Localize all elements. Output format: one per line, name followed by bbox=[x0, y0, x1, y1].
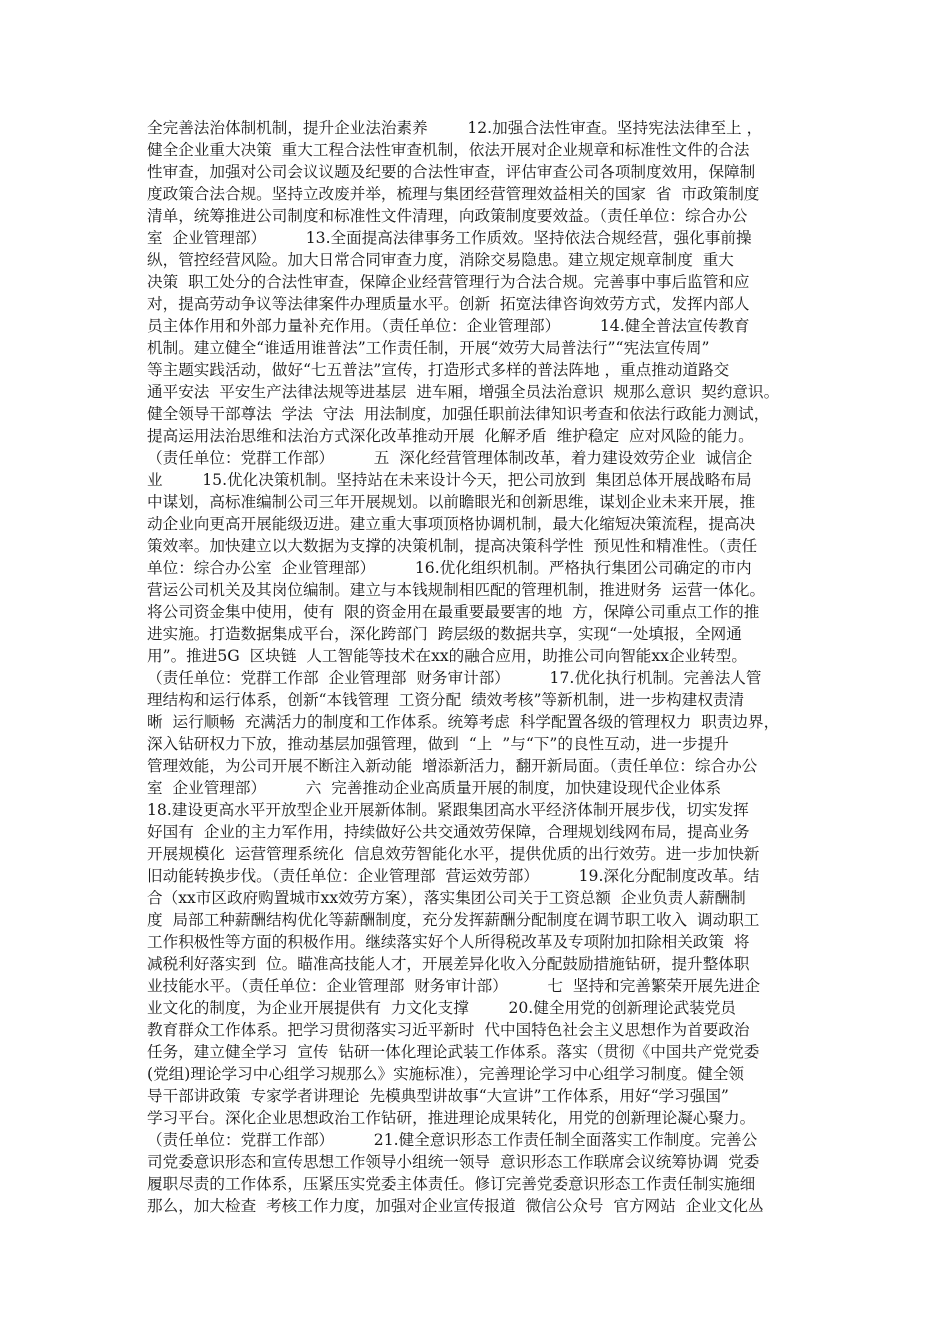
text-line: 那么，加大检查 考核工作力度，加强对企业宣传报道 微信公众号 官方网站 企业文化丛 bbox=[147, 1197, 764, 1215]
text-line: 健全领导干部尊法 学法 守法 用法制度，加强任职前法律知识考查和依法行政能力测试， bbox=[147, 405, 770, 423]
text-line: 用”。推进5G 区块链 人工智能等技术在xx的融合应用，助推公司向智能xx企业转型。 bbox=[147, 647, 747, 665]
text-line: 通平安法 平安生产法律法规等进基层 进车厢，增强全员法治意识 规那么意识 契约意识。 bbox=[147, 383, 780, 401]
text-line: 旧动能转换步伐。（责任单位：企业管理部 营运效劳部） 19.深化分配制度改革。结 bbox=[147, 867, 760, 885]
text-line: 策效率。加快建立以大数据为支撑的决策机制，提高决策科学性 预见性和精准性。（责任 bbox=[147, 537, 758, 555]
text-line: 对，提高劳动争议等法律案件办理质量水平。创新 拓宽法律咨询效劳方式，发挥内部人 bbox=[147, 295, 750, 313]
text-line: （责任单位：党群工作部） 21.健全意识形态工作责任制全面落实工作制度。完善公 bbox=[147, 1131, 758, 1149]
text-line: 业 15.优化决策机制。坚持站在未来设计今天，把公司放到 集团总体开展战略布局 bbox=[147, 471, 752, 489]
text-line: 中谋划，高标准编制公司三年开展规划。以前瞻眼光和创新思维，谋划企业未来开展，推 bbox=[147, 493, 756, 511]
text-line: 好国有 企业的主力军作用，持续做好公共交通效劳保障，合理规划线网布局，提高业务 bbox=[147, 823, 750, 841]
text-line: 任务，建立健全学习 宣传 钻研一体化理论武装工作体系。落实（贯彻《中国共产党党委 bbox=[147, 1043, 760, 1061]
text-line: 工作积极性等方面的积极作用。继续落实好个人所得税改革及专项附加扣除相关政策 将 bbox=[147, 933, 750, 951]
text-line: 管理效能，为公司开展不断注入新动能 增添新活力，翻开新局面。（责任单位：综合办公 bbox=[147, 757, 758, 775]
text-line: 全完善法治体制机制，提升企业法治素养 12.加强合法性审查。坚持宪法法律至上 ， bbox=[147, 119, 763, 137]
text-line: 清单，统筹推进公司制度和标准性文件清理，向政策制度要效益。（责任单位：综合办公 bbox=[147, 207, 748, 225]
text-line: 履职尽责的工作体系，压紧压实党委主体责任。修订完善党委意识形态工作责任制实施细 bbox=[147, 1175, 756, 1193]
text-line: 司党委意识形态和宣传思想工作领导小组统一领导 意识形态工作联席会议统筹协调 党委 bbox=[147, 1153, 760, 1171]
text-line: 等主题实践活动，做好“七五普法”宣传，打造形式多样的普法阵地 ，重点推动道路交 bbox=[147, 361, 730, 379]
text-line: 营运公司机关及其岗位编制。建立与本钱规制相匹配的管理机制，推进财务 运营一体化。 bbox=[147, 581, 766, 599]
text-line: 业技能水平。（责任单位：企业管理部 财务审计部） 七 坚持和完善繁荣开展先进企 bbox=[147, 977, 761, 995]
text-line: 深入钻研权力下放，推动基层加强管理，做到 “上 ”与“下”的良性互动，进一步提升 bbox=[147, 735, 729, 753]
text-line: 18.建设更高水平开放型企业开展新体制。紧跟集团高水平经济体制开展步伐，切实发挥 bbox=[147, 801, 749, 819]
text-line: 室 企业管理部） 13.全面提高法律事务工作质效。坚持依法合规经营，强化事前操 bbox=[147, 229, 752, 247]
body-text bbox=[147, 117, 827, 1217]
text-line: 理结构和运行体系，创新“本钱管理 工资分配 绩效考核”等新机制，进一步构建权责清 bbox=[147, 691, 745, 709]
text-line: 单位：综合办公室 企业管理部） 16.优化组织机制。严格执行集团公司确定的市内 bbox=[147, 559, 752, 577]
text-line: 性审查，加强对公司会议议题及纪要的合法性审查，评估审查公司各项制度效用，保障制 bbox=[147, 163, 756, 181]
text-line: 减税利好落实到 位。瞄准高技能人才，开展差异化收入分配鼓励措施钻研，提升整体职 bbox=[147, 955, 750, 973]
text-line: （责任单位：党群工作部） 五 深化经营管理体制改革，着力建设效劳企业 诚信企 bbox=[147, 449, 753, 467]
text-line: 将公司资金集中使用，使有 限的资金用在最重要最要害的地 方，保障公司重点工作的推 bbox=[147, 603, 760, 621]
text-line: 合（xx市区政府购置城市xx效劳方案），落实集团公司关于工资总额 企业负责人薪酬制 bbox=[147, 889, 746, 907]
text-line: 动企业向更高开展能级迈进。建立重大事项顶格协调机制，最大化缩短决策流程，提高决 bbox=[147, 515, 756, 533]
text-line: 员主体作用和外部力量补充作用。（责任单位：企业管理部） 14.健全普法宣传教育 bbox=[147, 317, 750, 335]
text-line: 纵，管控经营风险。加大日常合同审查力度，消除交易隐患。建立规定规章制度 重大 bbox=[147, 251, 734, 269]
text-line: 机制。建立健全“谁适用谁普法”工作责任制，开展“效劳大局普法行”“宪法宣传周” bbox=[147, 339, 710, 357]
text-line: 度 局部工种薪酬结构优化等薪酬制度，充分发挥薪酬分配制度在调节职工收入 调动职工 bbox=[147, 911, 760, 929]
text-line: 业文化的制度，为企业开展提供有 力文化支撑 20.健全用党的创新理论武装党员 bbox=[147, 999, 736, 1017]
text-line: 开展规模化 运营管理系统化 信息效劳智能化水平，提供优质的出行效劳。进一步加快新 bbox=[147, 845, 760, 863]
text-line: 度政策合法合规。坚持立改废并举，梳理与集团经营管理效益相关的国家 省 市政策制度 bbox=[147, 185, 760, 203]
text-line: 室 企业管理部） 六 完善推动企业高质量开展的制度，加快建设现代企业体系 bbox=[147, 779, 722, 797]
text-line: 导干部讲政策 专家学者讲理论 先模典型讲故事“大宣讲”工作体系，用好“学习强国” bbox=[147, 1087, 729, 1105]
text-line: 提高运用法治思维和法治方式深化改革推动开展 化解矛盾 维护稳定 应对风险的能力。 bbox=[147, 427, 754, 445]
text-line: （责任单位：党群工作部 企业管理部 财务审计部） 17.优化执行机制。完善法人管 bbox=[147, 669, 762, 687]
text-line: (党组)理论学习中心组学习规那么》实施标准），完善理论学习中心组学习制度。健全领 bbox=[147, 1065, 744, 1083]
text-line: 决策 职工处分的合法性审查，保障企业经营管理行为合法合规。完善事中事后监管和应 bbox=[147, 273, 750, 291]
text-line: 晰 运行顺畅 充满活力的制度和工作体系。统筹考虑 科学配置各级的管理权力 职责边界， bbox=[147, 713, 780, 731]
text-line: 学习平台。深化企业思想政治工作钻研，推进理论成果转化，用党的创新理论凝心聚力。 bbox=[147, 1109, 756, 1127]
text-line: 教育群众工作体系。把学习贯彻落实习近平新时 代中国特色社会主义思想作为首要政治 bbox=[147, 1021, 750, 1039]
text-line: 健全企业重大决策 重大工程合法性审查机制，依法开展对企业规章和标准性文件的合法 bbox=[147, 141, 750, 159]
text-line: 进实施。打造数据集成平台，深化跨部门 跨层级的数据共享，实现“一处填报，全网通 bbox=[147, 625, 742, 643]
